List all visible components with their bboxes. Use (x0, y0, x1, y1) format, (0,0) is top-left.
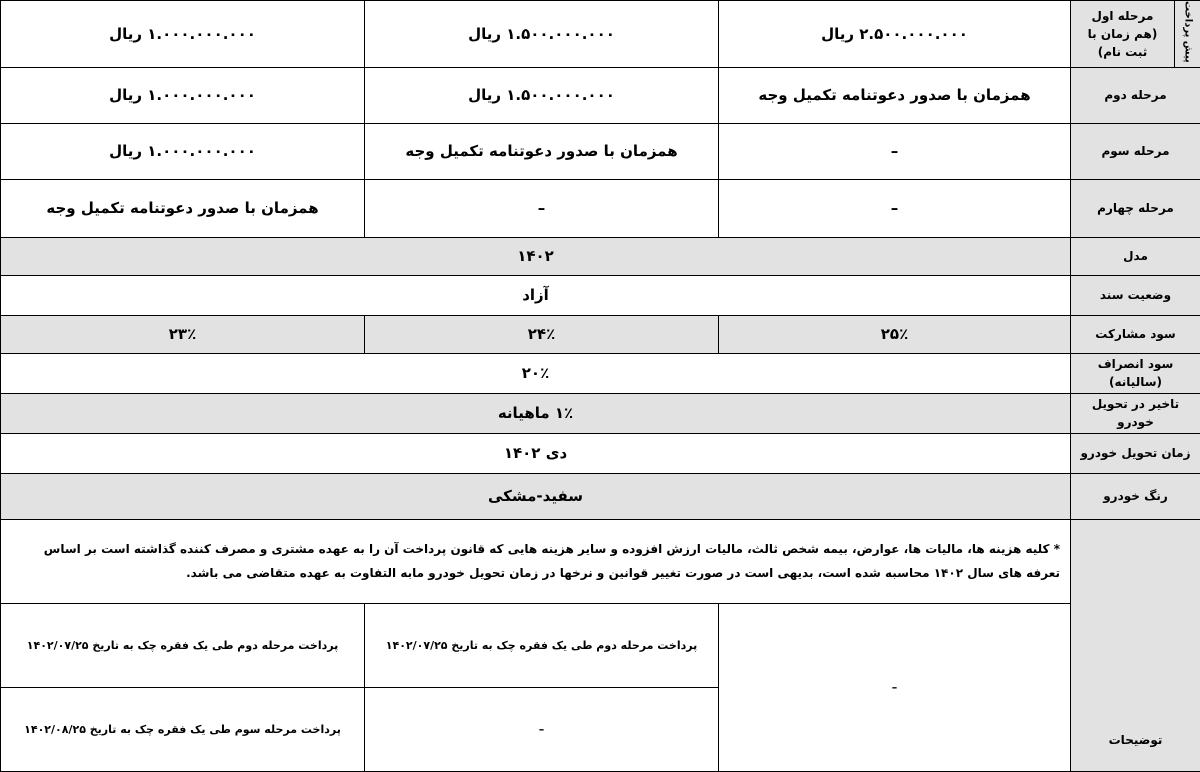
stage4-plan1: – (719, 179, 1071, 237)
stage2-label: مرحله دوم (1071, 67, 1200, 123)
notes-plan3-first: پرداخت مرحله دوم طی یک فقره چک به تاریخ ۱۴۰۲/۰۷/۲۵ (1, 603, 365, 687)
stage3-label: مرحله سوم (1071, 123, 1200, 179)
model-value: ۱۴۰۲ (1, 237, 1071, 275)
delay-label: تاخیر در تحویل خودرو (1071, 393, 1200, 433)
profit-plan2: ۲۴٪ (365, 315, 719, 353)
color-row (1, 473, 1200, 519)
notes-row (1, 519, 1200, 603)
stage1-plan3: ۱.۰۰۰.۰۰۰.۰۰۰ ریال (1, 1, 365, 68)
stage3-plan2: همزمان با صدور دعوتنامه تکمیل وجه (365, 123, 719, 179)
stage1-row (1, 1, 1200, 68)
profit-row (1, 315, 1200, 353)
notes-plan2-first: پرداخت مرحله دوم طی یک فقره چک به تاریخ ۱۴۰۲/۰۷/۲۵ (365, 603, 719, 687)
notes-plan3-second: پرداخت مرحله سوم طی یک فقره چک به تاریخ ۱۴۰۲/۰۸/۲۵ (1, 687, 365, 771)
stage2-plan1: همزمان با صدور دعوتنامه تکمیل وجه (719, 67, 1071, 123)
stage1-label (1071, 1, 1175, 68)
stage3-plan1: – (719, 123, 1071, 179)
model-row (1, 237, 1200, 275)
stage4-plan2: – (365, 179, 719, 237)
notes-label: توضیحات (1071, 519, 1200, 771)
cancel-value: ۲۰٪ (1, 353, 1071, 393)
stage2-plan2: ۱.۵۰۰.۰۰۰.۰۰۰ ریال (365, 67, 719, 123)
color-label: رنگ خودرو (1071, 473, 1200, 519)
color-value: سفید-مشکی (1, 473, 1071, 519)
cancel-row (1, 353, 1200, 393)
stage1-plan1: ۲.۵۰۰.۰۰۰.۰۰۰ ریال (719, 1, 1071, 68)
stage3-row (1, 123, 1200, 179)
stage3-plan3: ۱.۰۰۰.۰۰۰.۰۰۰ ریال (1, 123, 365, 179)
prepay-header: پیش پرداخت (1175, 1, 1200, 68)
delivery-label: زمان تحویل خودرو (1071, 433, 1200, 473)
stage1-label-main: مرحله اول (1077, 7, 1168, 25)
cancel-label: سود انصراف (سالیانه) (1071, 353, 1200, 393)
stage1-label-sub: (هم زمان با ثبت نام) (1077, 25, 1168, 61)
delay-value: ۱٪ ماهیانه (1, 393, 1071, 433)
stage2-row (1, 67, 1200, 123)
profit-plan3: ۲۳٪ (1, 315, 365, 353)
profit-label: سود مشارکت (1071, 315, 1200, 353)
notes-plan2-second: – (365, 687, 719, 771)
profit-plan1: ۲۵٪ (719, 315, 1071, 353)
stage4-row (1, 179, 1200, 237)
notes-text: * کلیه هزینه ها، مالیات ها، عوارض، بیمه شخص ثالث، مالیات ارزش افزوده و سایر هزینه هایی که قانون پرداخت آن را به عهده مشتری و مصرف کننده گذاشته است بر اساس تعرفه های سال ۱۴۰۲ محاسبه شده است، بدیهی است در صورت تغییر قوانین و نرخها در زمان تحویل خودرو مابه التفاوت به عهده متقاضی می باشد. (1, 519, 1071, 603)
model-label: مدل (1071, 237, 1200, 275)
notes-detail-row-1 (1, 603, 1200, 687)
delivery-value: دی ۱۴۰۲ (1, 433, 1071, 473)
document-value: آزاد (1, 275, 1071, 315)
document-row (1, 275, 1200, 315)
document-label: وضعیت سند (1071, 275, 1200, 315)
delivery-row (1, 433, 1200, 473)
delay-row (1, 393, 1200, 433)
stage4-label: مرحله چهارم (1071, 179, 1200, 237)
notes-plan1: – (719, 603, 1071, 771)
stage1-plan2: ۱.۵۰۰.۰۰۰.۰۰۰ ریال (365, 1, 719, 68)
stage2-plan3: ۱.۰۰۰.۰۰۰.۰۰۰ ریال (1, 67, 365, 123)
stage4-plan3: همزمان با صدور دعوتنامه تکمیل وجه (1, 179, 365, 237)
